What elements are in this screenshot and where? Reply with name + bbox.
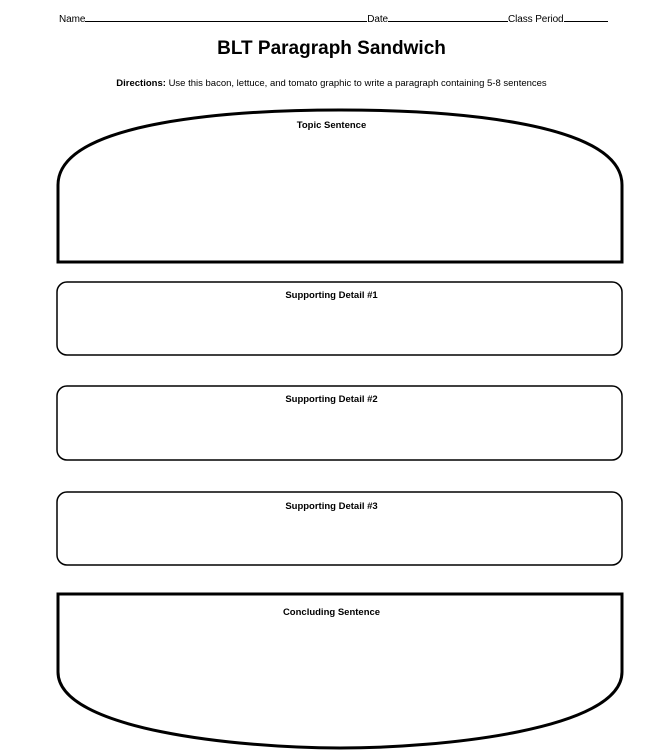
topic-sentence-label: Topic Sentence: [296, 120, 367, 131]
page-title: BLT Paragraph Sandwich: [217, 38, 446, 59]
name-label: Name: [59, 14, 86, 25]
class-period-label: Class Period: [508, 14, 564, 25]
supporting-detail-3-label: Supporting Detail #3: [285, 501, 378, 512]
supporting-detail-1-label: Supporting Detail #1: [285, 290, 378, 301]
date-label: Date: [367, 14, 389, 25]
concluding-sentence-label: Concluding Sentence: [282, 607, 381, 618]
top-bun-shape[interactable]: [58, 110, 622, 262]
directions-label: Directions:: [116, 78, 166, 89]
supporting-detail-2-label: Supporting Detail #2: [285, 394, 378, 405]
directions-text: Use this bacon, lettuce, and tomato graphic to write a paragraph containing 5-8 sentences: [168, 78, 547, 89]
